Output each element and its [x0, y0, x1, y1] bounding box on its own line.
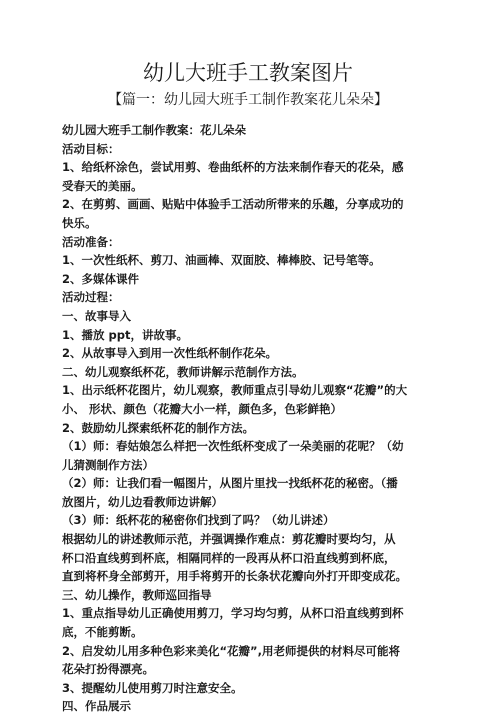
document-subtitle: 【篇一：幼儿园大班手工制作教案花儿朵朵】 [108, 92, 388, 108]
text-line: 1、给纸杯涂色，尝试用剪、卷曲纸杯的方法来制作春天的花朵，感 [62, 160, 404, 175]
text-line: 1、出示纸杯花图片，幼儿观察，教师重点引导幼儿观察“花瓣”的大 [62, 383, 408, 398]
text-line: 活动准备： [62, 234, 120, 249]
text-line: 放图片，幼儿边看教师边讲解） [62, 494, 223, 509]
text-line: 根据幼儿的讲述教师示范，并强调操作难点：剪花瓣时要均匀，从 [62, 532, 396, 547]
text-line: 2、从故事导入到用一次性纸杯制作花朵。 [62, 346, 277, 361]
text-line: 2、在剪剪、画画、贴贴中体验手工活动所带来的乐趣，分享成功的 [62, 197, 404, 212]
text-line: 受春天的美丽。 [62, 178, 143, 193]
text-line: 快乐。 [62, 215, 97, 230]
text-line: 一、故事导入 [62, 308, 131, 323]
text-line: 1、播放 ppt，讲故事。 [62, 327, 188, 342]
text-line: （3）师：纸杯花的秘密你们找到了吗？（幼儿讲述） [62, 513, 335, 528]
text-line: 四、作品展示 [62, 699, 131, 714]
text-line: 底，不能剪断。 [62, 625, 143, 640]
document-title: 幼儿大班手工教案图片 [143, 61, 353, 85]
text-line: （1）师：春姑娘怎么样把一次性纸杯变成了一朵美丽的花呢？（幼 [62, 439, 404, 454]
text-line: 直到将杯身全部剪开，用手将剪开的长条状花瓣向外打开即变成花。 [62, 569, 407, 584]
text-line: 1、重点指导幼儿正确使用剪刀，学习均匀剪，从杯口沿直线剪到杯 [62, 606, 404, 621]
text-line: 1、一次性纸杯、剪刀、油画棒、双面胶、棒棒胶、记号笔等。 [62, 253, 381, 268]
text-line: 活动目标： [62, 141, 120, 156]
text-line: 2、鼓励幼儿探索纸杯花的制作方法。 [62, 420, 254, 435]
text-line: 儿猜测制作方法） [62, 457, 154, 472]
text-line: （2）师：让我们看一幅图片，从图片里找一找纸杯花的秘密。（播 [62, 476, 398, 491]
text-line: 花朵打扮得漂亮。 [62, 662, 154, 677]
text-line: 3、提醒幼儿使用剪刀时注意安全。 [62, 680, 243, 695]
text-line: 二、幼儿观察纸杯花，教师讲解示范制作方法。 [62, 364, 304, 379]
document-body [62, 121, 447, 716]
text-line: 2、多媒体课件 [62, 271, 140, 286]
text-line: 小、 形状、颜色（花瓣大小一样，颜色多，色彩鲜艳） [62, 401, 343, 416]
text-line: 杯口沿直线剪到杯底，相隔同样的一段再从杯口沿直线剪到杯底， [62, 550, 396, 565]
text-line: 活动过程： [62, 290, 120, 305]
text-line: 三、幼儿操作，教师巡回指导 [62, 587, 212, 602]
text-line: 幼儿园大班手工制作教案：花儿朵朵 [62, 123, 246, 137]
text-line: 2、启发幼儿用多种色彩来美化“花瓣”,用老师提供的材料尽可能将 [62, 643, 400, 658]
